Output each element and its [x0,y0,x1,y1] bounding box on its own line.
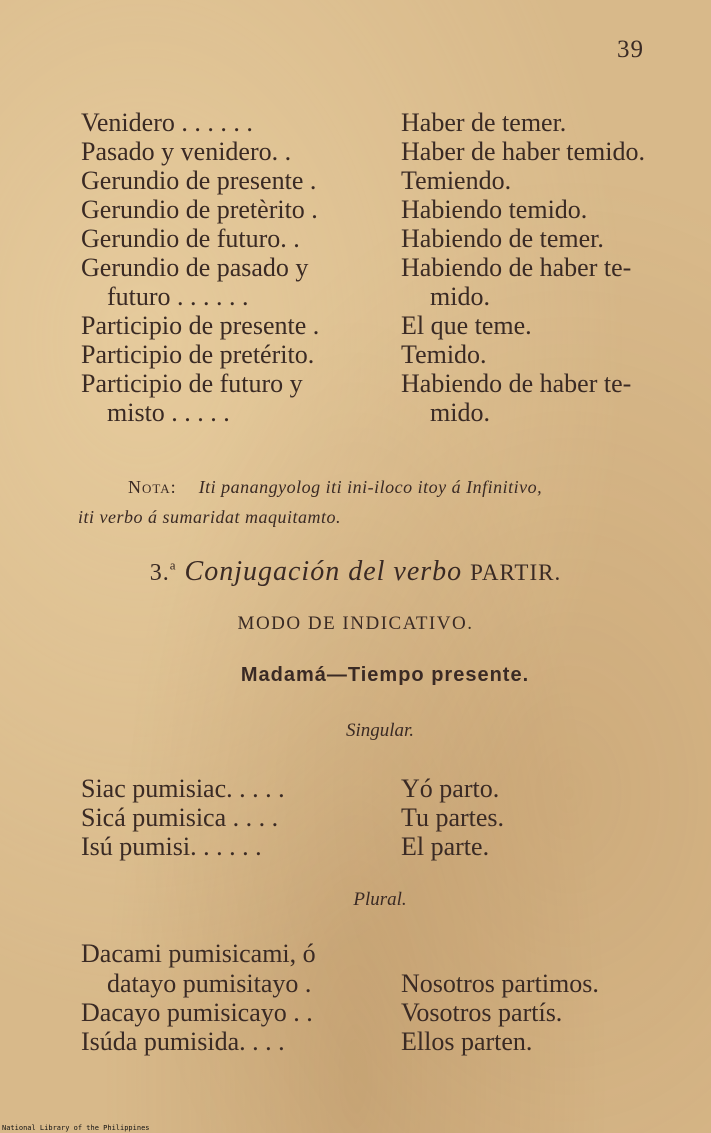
form-value: Habiendo de temer. [401,224,604,253]
spanish-form: Nosotros partimos. [401,969,599,998]
table-row [0,832,711,861]
form-name: misto . . . . . [107,398,230,427]
form-value: Habiendo de haber te- [401,253,632,282]
tense-heading: Madamá—Tiempo presente. [240,664,530,686]
table-row [0,137,711,166]
table-row [0,282,711,311]
table-row [0,1027,711,1056]
table-row [0,939,711,968]
form-name: Gerundio de futuro. . [81,224,300,253]
tagalog-form: datayo pumisitayo . [107,969,312,998]
form-name: Participio de pretérito. [81,340,315,369]
table-row [0,998,711,1027]
singular-heading: Singular. [345,720,415,741]
form-value: Haber de temer. [401,108,567,137]
tagalog-form: Dacayo pumisicayo . . [81,998,313,1027]
tagalog-form: Dacami pumisicami, ó [81,939,316,968]
mode-heading: MODO DE INDICATIVO. [237,613,474,634]
tagalog-form: Siac pumisiac. . . . . [81,774,285,803]
form-name: Venidero . . . . . . [81,108,253,137]
form-name: Gerundio de pretèrito . [81,195,318,224]
table-row [0,369,711,398]
page-number: 39 [617,36,644,63]
form-value: mido. [430,282,490,311]
form-name: Participio de presente . [81,311,320,340]
conjugation-number: 3. [149,560,170,586]
spanish-form: Tu partes. [401,803,505,832]
conjugation-superscript: a [169,557,177,573]
form-value: Temido. [401,340,487,369]
note-text-1: Iti panangyolog iti ini-iloco itoy á Infinitivo, [198,477,543,497]
form-name: Gerundio de pasado y [81,253,309,282]
table-row [0,108,711,137]
form-value: El que teme. [401,311,532,340]
note-text-2: iti verbo á sumaridat maquitamto. [78,507,341,527]
table-row [0,195,711,224]
table-row [0,253,711,282]
form-value: mido. [430,398,490,427]
form-name: futuro . . . . . . [107,282,249,311]
note-line-2 [78,507,698,528]
table-row [0,803,711,832]
spanish-form: Vosotros partís. [401,998,563,1027]
form-name: Pasado y venidero. . [81,137,292,166]
conjugation-title: Conjugación del verbo [184,556,463,587]
conjugation-heading [0,556,711,588]
table-row [0,398,711,427]
form-value: Habiendo temido. [401,195,588,224]
note-label: Nota: [128,477,177,497]
form-name: Participio de futuro y [81,369,303,398]
table-row [0,311,711,340]
form-name: Gerundio de presente . [81,166,317,195]
table-row [0,774,711,803]
library-footer: National Library of the Philippines [2,1124,150,1132]
table-row [0,224,711,253]
tagalog-form: Sicá pumisica . . . . [81,803,279,832]
table-row [0,340,711,369]
plural-heading: Plural. [353,889,407,910]
table-row [0,969,711,998]
spanish-form: Ellos parten. [401,1027,533,1056]
tagalog-form: Isúda pumisida. . . . [81,1027,285,1056]
table-row [0,166,711,195]
tagalog-form: Isú pumisi. . . . . . [81,832,262,861]
spanish-form: Yó parto. [401,774,500,803]
form-value: Haber de haber temido. [401,137,646,166]
note-line-1 [78,477,698,498]
form-value: Habiendo de haber te- [401,369,632,398]
spanish-form: El parte. [401,832,490,861]
form-value: Temiendo. [401,166,512,195]
conjugation-verb: PARTIR. [470,560,562,585]
